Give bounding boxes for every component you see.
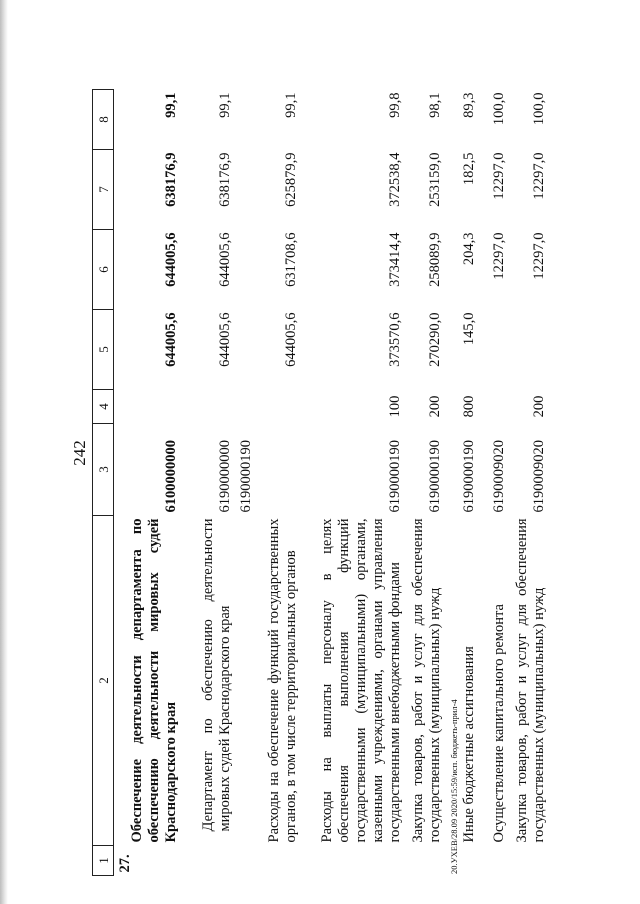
row-code: 6190000190: [386, 440, 403, 513]
table-row: [114, 90, 182, 876]
row-value-5: 644005,6: [282, 312, 299, 367]
row-value-5: 644005,6: [216, 312, 233, 367]
row-value-6: 644005,6: [216, 232, 233, 287]
page-number: 242: [70, 440, 89, 466]
row-number: [480, 846, 510, 876]
header-cell-6: 6: [93, 230, 114, 310]
row-code: 6190000190: [237, 440, 254, 513]
row-name: Иные бюджетные ассигнования: [460, 646, 477, 843]
row-value-5: 373570,6: [386, 312, 403, 367]
row-name: Закупка товаров, работ и услуг для обеспечения государственных (муниципальных) нужд: [409, 518, 443, 843]
column-number-row: [93, 90, 114, 876]
row-expense-type: 200: [530, 395, 547, 418]
table-row: [480, 90, 510, 876]
row-value-8: 100,0: [490, 92, 507, 126]
row-name: Департамент по обеспечению деятельности мировых судей Краснодарского края: [199, 518, 233, 832]
row-code: 6190009020: [530, 440, 547, 513]
scan-edge-shadow: [0, 0, 8, 904]
row-value-5: [510, 310, 550, 390]
row-name: Осуществление капитального ремонта: [490, 604, 507, 843]
row-value-6: 12297,0: [490, 232, 507, 280]
row-expense-type: 200: [426, 395, 443, 418]
row-value-8: 89,3: [460, 92, 477, 118]
row-value-8: 98,1: [426, 92, 443, 118]
row-value-6: 204,3: [460, 232, 477, 266]
row-number: [302, 846, 406, 876]
row-value-8: 99,1: [216, 92, 233, 118]
budget-table: [92, 89, 550, 876]
row-number: [406, 846, 446, 876]
row-value-5: 644005,6: [162, 312, 179, 367]
row-expense-type: [236, 390, 302, 424]
row-value-6: 631708,6: [282, 232, 299, 287]
row-expense-type: [182, 390, 236, 424]
row-value-6: 258089,9: [426, 232, 443, 287]
row-name: Закупка товаров, работ и услуг для обеспечения государственных (муниципальных) нужд: [513, 518, 547, 843]
row-value-7: 638176,9: [162, 152, 179, 207]
row-value-8: 100,0: [530, 92, 547, 126]
header-cell-5: 5: [93, 310, 114, 390]
row-expense-type: 800: [460, 395, 477, 418]
row-value-7: 12297,0: [530, 152, 547, 200]
header-cell-4: 4: [93, 390, 114, 424]
row-value-8: 99,8: [386, 92, 403, 118]
row-value-6: 644005,6: [162, 232, 179, 287]
table-row: [446, 90, 480, 876]
row-value-8: 99,1: [282, 92, 299, 118]
row-name: Обеспечение деятельности департамента по обеспечению деятельности мировых судей Краснодарского края: [128, 518, 179, 843]
row-code: 6190000000: [216, 440, 233, 513]
header-cell-2: 2: [93, 516, 114, 846]
table-row: [236, 90, 302, 876]
row-code: 6190000190: [460, 440, 477, 513]
table-row: [182, 90, 236, 876]
row-value-7: 12297,0: [490, 152, 507, 200]
table-row: [302, 90, 406, 876]
row-expense-type: 100: [386, 395, 403, 418]
row-value-7: 182,5: [460, 152, 477, 186]
row-number: [446, 846, 480, 876]
row-code: 6190009020: [490, 440, 507, 513]
row-expense-type: [480, 390, 510, 424]
row-value-6: 373414,4: [386, 232, 403, 287]
header-cell-8: 8: [93, 90, 114, 150]
row-value-6: 12297,0: [530, 232, 547, 280]
row-value-8: 99,1: [162, 92, 179, 118]
row-expense-type: [114, 390, 182, 424]
header-cell-7: 7: [93, 150, 114, 230]
row-value-7: 625879,9: [282, 152, 299, 207]
row-number: [182, 846, 236, 876]
header-cell-3: 3: [93, 424, 114, 516]
row-name: Расходы на обеспечение функций государственных органов, в том числе территориальных органов: [265, 518, 299, 843]
row-value-7: 372538,4: [386, 152, 403, 207]
row-value-7: 638176,9: [216, 152, 233, 207]
row-number: 27.: [117, 854, 133, 873]
table-row: [510, 90, 550, 876]
row-code: 6190000190: [426, 440, 443, 513]
row-number: [236, 846, 302, 876]
rotated-page-content: [92, 90, 576, 876]
table-row: [406, 90, 446, 876]
row-number: [510, 846, 550, 876]
footer-note: 20.УХЕВ/28.09 2020/15:59/исп. бюджеть-прил-4: [449, 699, 459, 874]
row-value-5: [480, 310, 510, 390]
row-value-7: 253159,0: [426, 152, 443, 207]
row-value-5: 145,0: [460, 312, 477, 346]
row-value-5: 270290,0: [426, 312, 443, 367]
row-name: Расходы на выплаты персоналу в целях обеспечения выполнения функций государственными (муниципальными) органами, казенными учреждениями, органами управления государственными внебюджетными фондами: [318, 518, 403, 843]
row-code: 6100000000: [162, 440, 179, 513]
header-cell-1: 1: [93, 846, 114, 876]
